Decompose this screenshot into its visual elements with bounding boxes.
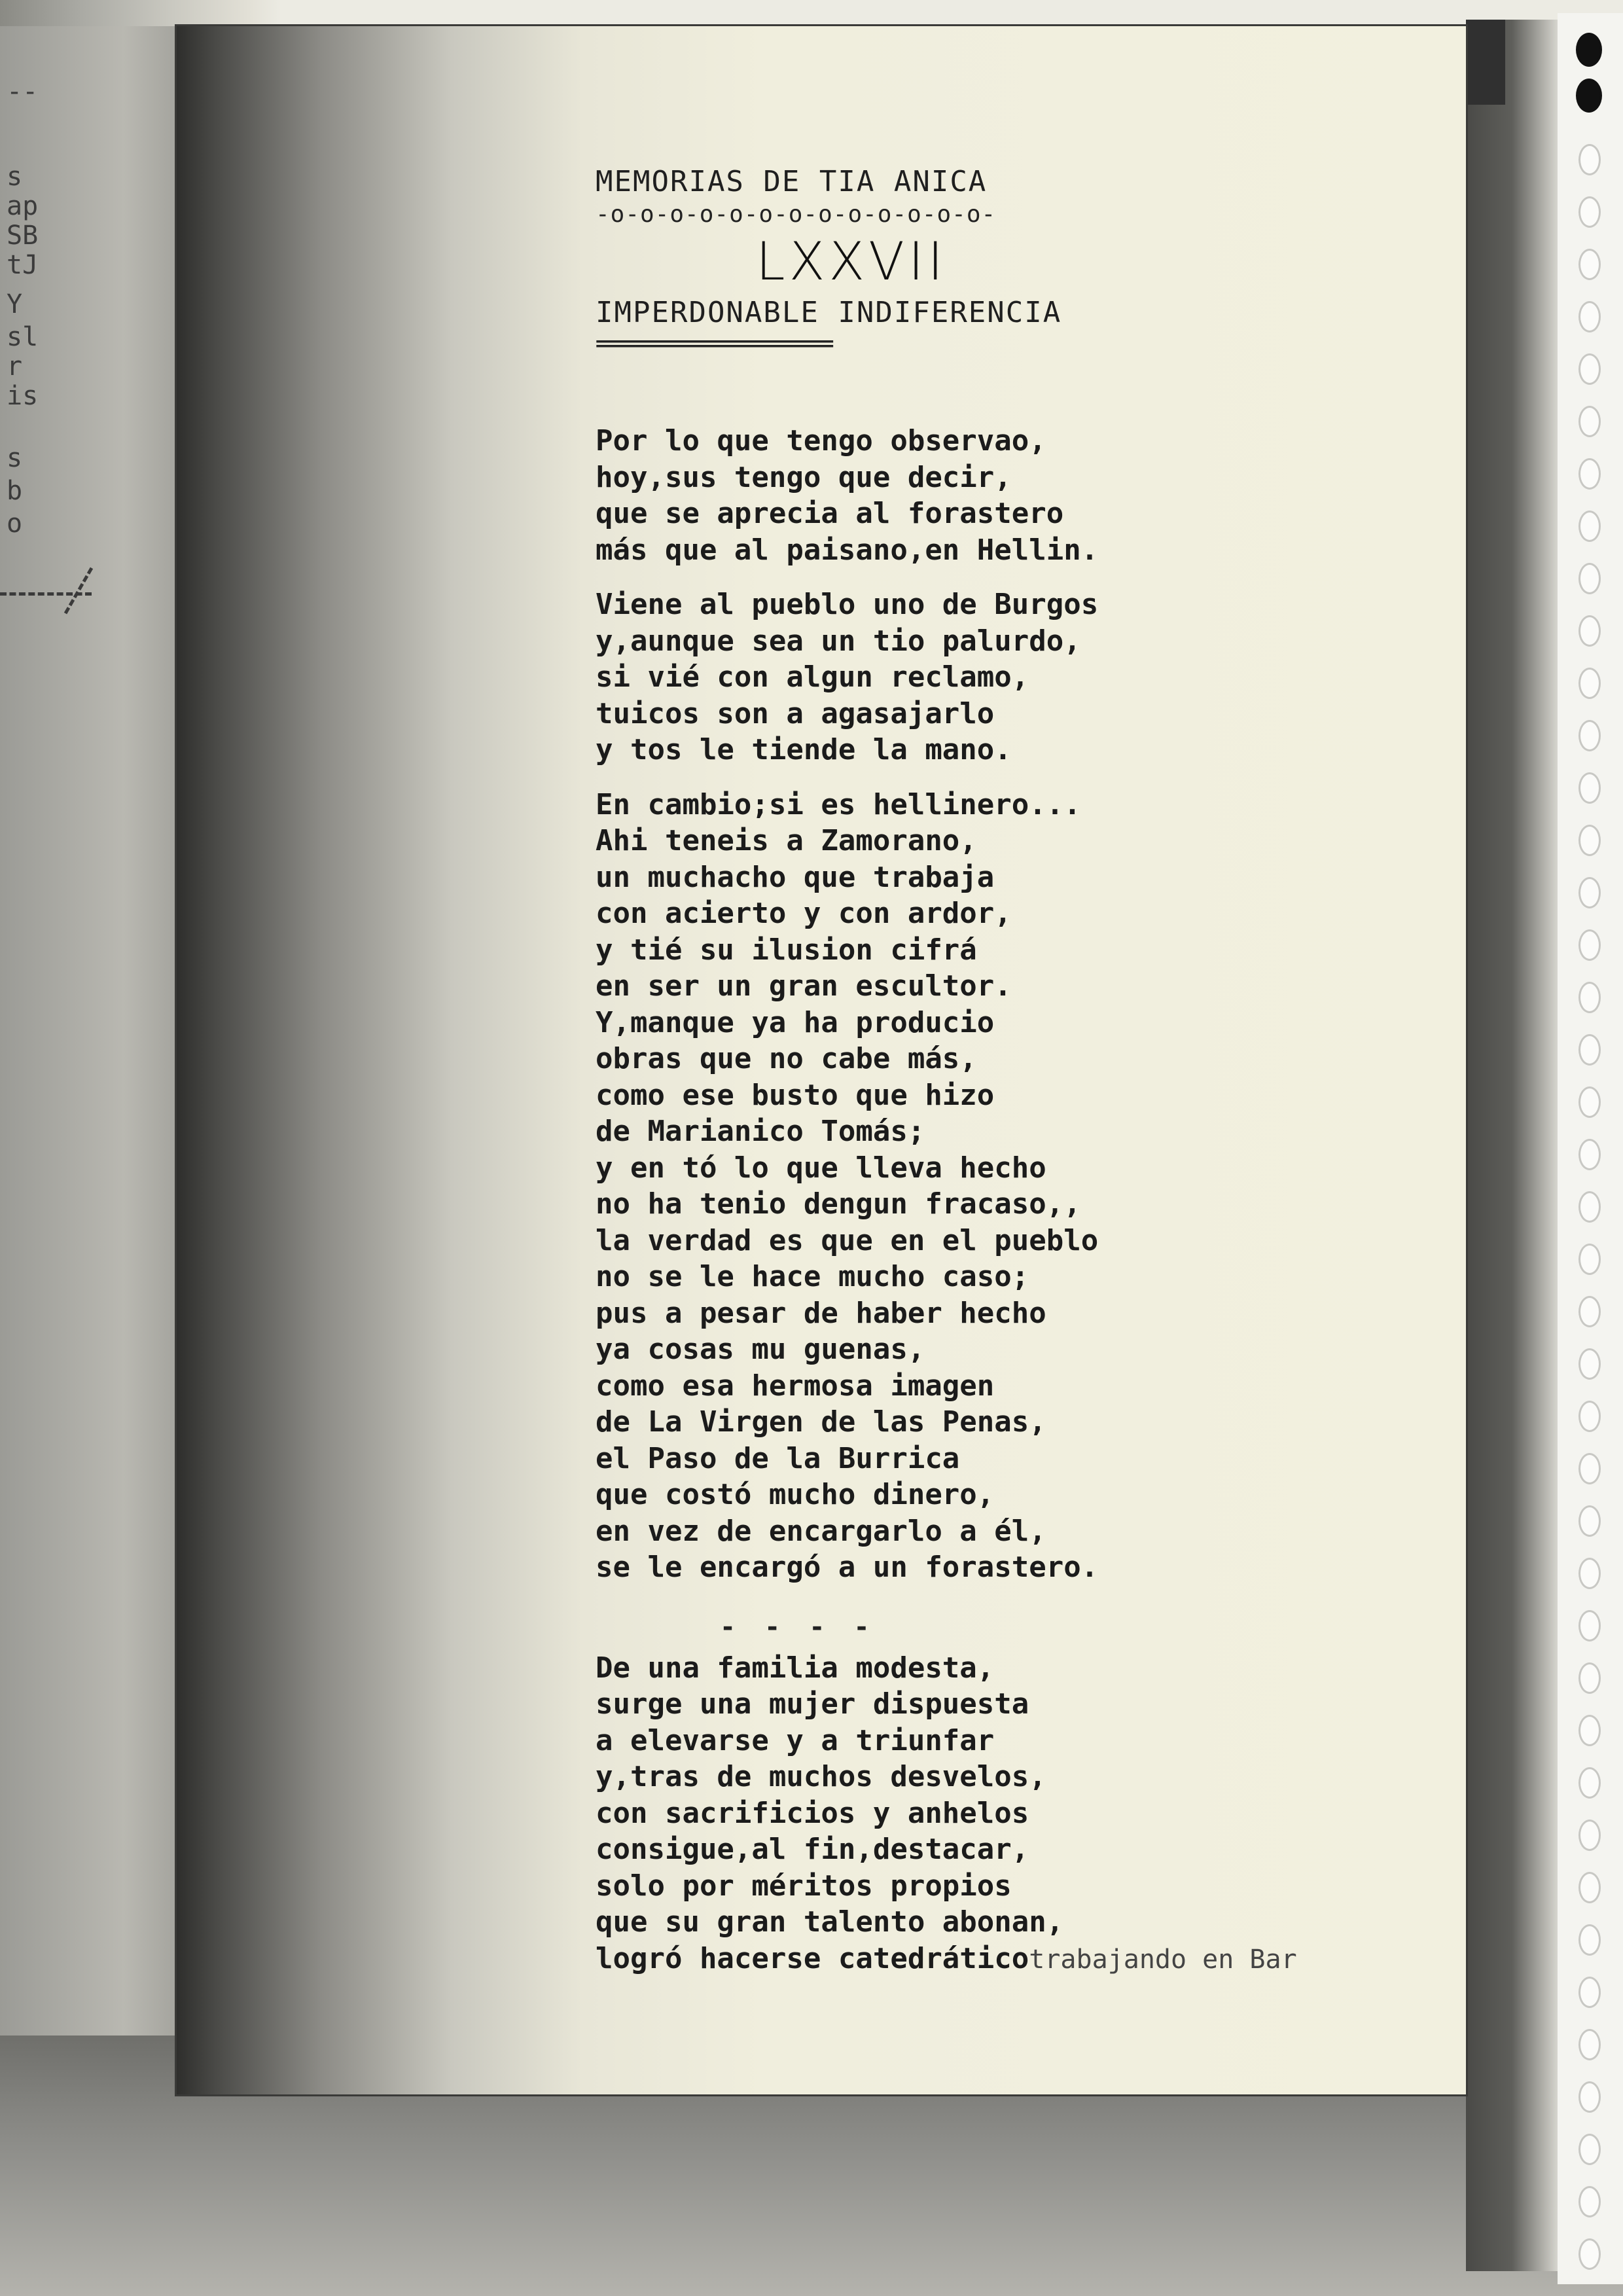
- verse-line: que costó mucho dinero,: [596, 1478, 995, 1511]
- punch-hole: [1578, 720, 1601, 751]
- verse-line: como ese busto que hizo: [596, 1078, 995, 1112]
- poem-content: [596, 164, 1446, 1995]
- verse-line: obras que no cabe más,: [596, 1042, 977, 1075]
- verse-line: que se aprecia al forastero: [596, 497, 1064, 530]
- punch-hole: [1578, 1191, 1601, 1223]
- punch-hole: [1578, 825, 1601, 856]
- fragment-text: sl: [7, 322, 39, 352]
- poem-body: [596, 423, 1446, 1977]
- verse-line: pus a pesar de haber hecho: [596, 1296, 1046, 1330]
- verse-line: Y,manque ya ha producio: [596, 1005, 995, 1039]
- punch-hole: [1578, 1244, 1601, 1275]
- stanza: [596, 423, 1446, 568]
- punch-hole: [1576, 79, 1602, 113]
- fragment-text: s: [7, 443, 23, 473]
- punch-hole: [1576, 33, 1602, 67]
- punch-hole: [1578, 458, 1601, 490]
- fragment-text: ap: [7, 191, 39, 221]
- fragment-text: b: [7, 476, 23, 506]
- verse-line: y tié su ilusion cifrá: [596, 933, 977, 967]
- punch-hole: [1578, 772, 1601, 804]
- verse-line: hoy,sus tengo que decir,: [596, 460, 1012, 494]
- verse-line: si vié con algun reclamo,: [596, 660, 1029, 694]
- verse-line: Viene al pueblo uno de Burgos: [596, 588, 1099, 621]
- fragment-text: is: [7, 381, 39, 411]
- punch-hole: [1578, 1086, 1601, 1118]
- punch-hole: [1578, 1715, 1601, 1746]
- verse-line: en vez de encargarlo a él,: [596, 1514, 1046, 1548]
- stanza: [596, 1650, 1446, 1977]
- verse-line: consigue,al fin,destacar,: [596, 1833, 1029, 1866]
- title-underline: ========================: [596, 332, 832, 355]
- verse-line: a elevarse y a triunfar: [596, 1723, 995, 1757]
- binder-edge: [1466, 20, 1558, 2271]
- verse-line: surge una mujer dispuesta: [596, 1687, 1029, 1721]
- overtyped-continuation: trabajando en Bar: [1029, 1944, 1297, 1975]
- stanza: [596, 586, 1446, 768]
- stanza: [596, 787, 1446, 1586]
- verse-line: no se le hace mucho caso;: [596, 1260, 1029, 1293]
- verse-line: Ahi teneis a Zamorano,: [596, 824, 977, 857]
- punch-hole: [1578, 196, 1601, 228]
- punch-hole: [1578, 2081, 1601, 2113]
- punch-hole: [1578, 1401, 1601, 1432]
- verse-line: no ha tenio dengun fracaso,,: [596, 1187, 1081, 1221]
- verse-line: y en tó lo que lleva hecho: [596, 1151, 1046, 1185]
- punch-hole: [1578, 668, 1601, 699]
- punch-hole: [1578, 511, 1601, 542]
- punch-hole: [1578, 1820, 1601, 1851]
- verse-line: y,aunque sea un tio palurdo,: [596, 624, 1081, 658]
- fragment-text: SB: [7, 221, 39, 251]
- punch-hole: [1578, 1977, 1601, 2008]
- punch-hole: [1578, 1139, 1601, 1170]
- title-ornament: -o-o-o-o-o-o-o-o-o-o-o-o-o-: [596, 201, 997, 228]
- fragment-text: o: [7, 509, 23, 539]
- verse-line: un muchacho que trabaja: [596, 860, 995, 894]
- punch-hole: [1578, 1767, 1601, 1799]
- punch-hole: [1578, 1296, 1601, 1327]
- verse-line: de Marianico Tomás;: [596, 1115, 925, 1148]
- verse-line: el Paso de la Burrica: [596, 1441, 960, 1475]
- punch-hole: [1578, 1872, 1601, 1903]
- punch-hole: [1578, 1610, 1601, 1641]
- verse-line-text: logró hacerse catedrático: [596, 1941, 1029, 1975]
- verse-line: con sacrificios y anhelos: [596, 1796, 1029, 1830]
- punch-hole: [1578, 301, 1601, 332]
- verse-line: De una familia modesta,: [596, 1651, 995, 1685]
- punch-hole: [1578, 144, 1601, 175]
- verse-line: En cambio;si es hellinero...: [596, 787, 1081, 821]
- punch-hole: [1578, 1505, 1601, 1537]
- verse-line: la verdad es que en el pueblo: [596, 1223, 1099, 1257]
- verse-line: ya cosas mu guenas,: [596, 1333, 925, 1366]
- verse-line: de La Virgen de las Penas,: [596, 1405, 1046, 1439]
- verse-line: más que al paisano,en Hellin.: [596, 533, 1099, 567]
- verse-line: tuicos son a agasajarlo: [596, 696, 995, 730]
- verse-line-last: [596, 1941, 1446, 1977]
- verse-line: como esa hermosa imagen: [596, 1369, 995, 1403]
- binder-clip: [1466, 20, 1505, 105]
- verse-line: y tos le tiende la mano.: [596, 733, 1012, 766]
- verse-line: se le encargó a un forastero.: [596, 1551, 1099, 1584]
- punch-hole: [1578, 1558, 1601, 1589]
- fragment-text: tJ: [7, 250, 39, 280]
- poem-title: IMPERDONABLE INDIFERENCIA: [596, 296, 1062, 329]
- fragment-text: --: [7, 77, 39, 107]
- punch-hole: [1578, 1034, 1601, 1066]
- punch-hole: [1578, 1453, 1601, 1484]
- punch-hole: [1578, 406, 1601, 437]
- map-border-line: [64, 567, 93, 615]
- punch-hole: [1578, 1662, 1601, 1694]
- section-separator: - - - -: [720, 1611, 876, 1642]
- punch-hole: [1578, 2238, 1601, 2270]
- punch-hole: [1578, 982, 1601, 1013]
- punch-hole: [1578, 1924, 1601, 1956]
- fragment-text: Y: [7, 289, 23, 319]
- punch-hole: [1578, 2029, 1601, 2060]
- punch-hole: [1578, 1348, 1601, 1380]
- punch-hole: [1578, 615, 1601, 647]
- verse-line: y,tras de muchos desvelos,: [596, 1760, 1046, 1793]
- punch-hole: [1578, 929, 1601, 961]
- verse-line: con acierto y con ardor,: [596, 897, 1012, 930]
- verse-line: en ser un gran escultor.: [596, 969, 1012, 1003]
- fragment-text: s: [7, 162, 23, 192]
- punch-hole: [1578, 877, 1601, 908]
- fragment-text: r: [7, 351, 23, 382]
- punch-hole: [1578, 249, 1601, 280]
- series-title: MEMORIAS DE TIA ANICA: [596, 165, 988, 198]
- punch-hole: [1578, 2186, 1601, 2217]
- verse-line: que su gran talento abonan,: [596, 1905, 1064, 1939]
- punch-hole: [1578, 353, 1601, 385]
- punched-margin: [1558, 13, 1623, 2284]
- verse-line: Por lo que tengo observao,: [596, 424, 1046, 457]
- map-border-line: [0, 592, 92, 596]
- chapter-numeral: LXXVII: [756, 231, 948, 292]
- verse-line: solo por méritos propios: [596, 1869, 1012, 1903]
- punch-hole: [1578, 2134, 1601, 2165]
- punch-hole: [1578, 563, 1601, 594]
